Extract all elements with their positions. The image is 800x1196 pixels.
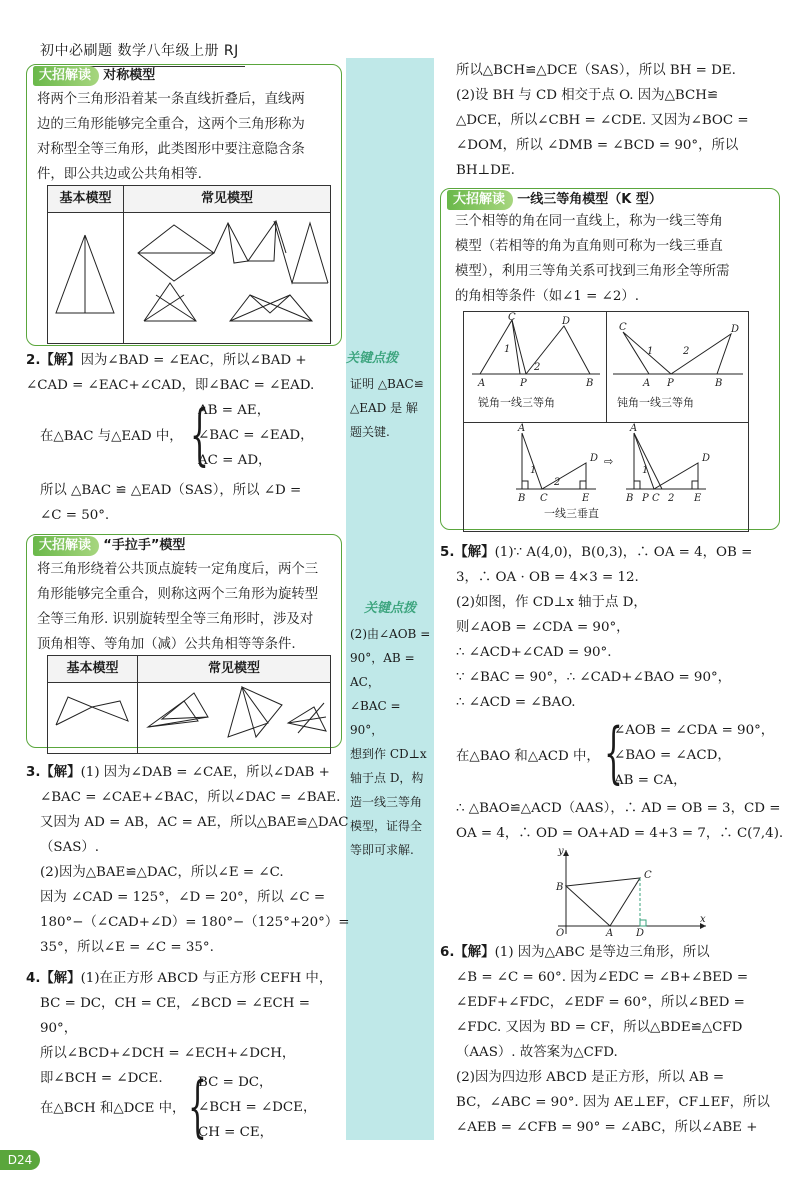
q2-in-line: 在△BAC 与△EAD 中， — [40, 429, 183, 444]
page-header — [40, 38, 239, 64]
svg-text:钝角一线三等角: 钝角一线三等角 — [617, 396, 694, 409]
svg-text:⇨: ⇨ — [604, 455, 614, 468]
svg-text:D: D — [590, 453, 599, 464]
hand-in-hand-model-box — [26, 534, 342, 748]
svg-text:O: O — [556, 928, 565, 938]
svg-text:2: 2 — [534, 362, 541, 373]
svg-text:C: C — [652, 493, 660, 504]
key-note-1: 关键点拨 证明 △BAC≌ △EAD 是 解 题关键. — [346, 346, 436, 444]
q2-brace: { — [190, 396, 209, 473]
box-text: 三个相等的角在同一直线上，称为一线三等角 模型（若相等的角为直角则可称为一线三垂直 模型），利用三等角关系可找到三角形全等所需 的角相等条件（如∠1 = ∠2）. — [455, 214, 730, 304]
box-text: 将三角形绕着公共顶点旋转一定角度后，两个三 角形能够完全重合，则称这两个三角形为旋转型 全等三角形. 识别旋转型全等三角形时，涉及对 顶角相等、等角加（减）公共角相等等条件. — [37, 562, 319, 652]
one-line-three-angles-box — [440, 188, 780, 530]
svg-text:x: x — [700, 914, 706, 925]
question-3: 3.【解】(1) 因为∠DAB = ∠CAE，所以∠DAB + ∠BAC = ∠CAE+∠BAC，所以∠DAC = ∠BAE. 又因为 AD = AB，AC = AE，所以△BAE≌△DAC （SAS）. (2)因为△BAE≌△DAC，所以∠E = ∠C. 因为 ∠CAD = 125°，∠D = 20°，所以 ∠C = 180°−（∠CAD+∠D）= 180°−（125°+20°）= 35°，所以∠E = ∠C = 35°. — [26, 765, 350, 955]
svg-text:B: B — [518, 493, 526, 504]
model-table: 基本模型 常见模型 — [47, 655, 331, 754]
svg-text:锐角一线三等角: 锐角一线三等角 — [478, 396, 555, 409]
svg-text:B: B — [556, 882, 564, 893]
svg-text:C: C — [508, 312, 516, 323]
svg-text:y: y — [558, 846, 564, 857]
svg-text:1: 1 — [647, 346, 654, 357]
tip-tag: 大招解读 — [33, 536, 99, 556]
svg-text:D: D — [562, 316, 571, 327]
obtuse-k-figure — [607, 312, 747, 412]
box-text: 将两个三角形沿着某一条直线折叠后，直线两 边的三角形能够完全重合，这两个三角形称为 对称型全等三角形，此类图形中要注意隐含条 件，即公共边或公共角相等. — [37, 92, 305, 182]
svg-text:1: 1 — [530, 465, 537, 476]
box-title: “手拉手”模型 — [103, 538, 186, 553]
svg-text:A: A — [518, 423, 526, 434]
q4-brace: { — [188, 1068, 207, 1145]
key-note-2: 关键点拨 (2)由∠AOB = 90°，AB = AC， ∠BAC = 90°， 想到作 CD⊥x 轴于点 D，构 造一线三等角 模型，证得全 等即可求解. — [346, 596, 436, 862]
svg-text:一线三垂直: 一线三垂直 — [544, 507, 599, 520]
symmetry-model-box — [26, 64, 342, 346]
page-number: D24 — [0, 1150, 40, 1170]
question-4: 4.【解】(1)在正方形 ABCD 与正方形 CEFH 中， BC = DC，CH = CE，∠BCD = ∠ECH = 90°， 所以∠BCD+∠DCH = ∠ECH+∠DCH， 即∠BCH = ∠DCE. — [26, 971, 333, 1086]
tip-tag: 大招解读 — [33, 66, 99, 86]
q2-conditions: AB = AE， ∠BAC = ∠EAD， AC = AD， — [198, 403, 314, 468]
question-5: 5.【解】(1)∵ A(4,0)，B(0,3)，∴ OA = 4，OB = 3，∴ OA · OB = 4×3 = 12. (2)如图，作 CD⊥x 轴于点 D， 则∠AOB = ∠CDA = 90°， ∴ ∠ACD+∠CAD = 90°. ∵ ∠BAC = 90°，∴ ∠CAD+∠BAO = 90°， ∴ ∠ACD = ∠BAO. — [440, 545, 753, 710]
q5-conditions: ∠AOB = ∠CDA = 90°， ∠BAO = ∠ACD， AB = CA， — [614, 723, 775, 788]
q4-in-line: 在△BCH 和△DCE 中， — [40, 1101, 186, 1116]
svg-text:C: C — [619, 322, 627, 333]
q4-continued: 所以△BCH≌△DCE（SAS），所以 BH = DE. (2)设 BH 与 CD 相交于点 O. 因为△BCH≌ △DCE，所以∠CBH = ∠CDE. 又因为∠BOC = ∠DOM，所以 ∠DMB = ∠BCD = 90°，所以 BH⊥DE. — [456, 63, 749, 178]
q2-conclusion: 所以 △BAC ≌ △EAD（SAS），所以 ∠D = ∠C = 50°. — [40, 483, 302, 523]
svg-text:A: A — [606, 928, 614, 938]
svg-text:P: P — [667, 378, 674, 389]
svg-text:B: B — [626, 493, 634, 504]
svg-text:D: D — [731, 324, 740, 335]
svg-text:1: 1 — [642, 465, 649, 476]
svg-text:D: D — [636, 928, 645, 938]
svg-text:A: A — [478, 378, 486, 389]
svg-text:2: 2 — [668, 493, 675, 504]
k-model-table — [463, 311, 749, 532]
q5-brace: { — [604, 714, 623, 791]
perpendicular-k-figure — [486, 423, 726, 521]
question-2: 2.【解】因为∠BAD = ∠EAC，所以∠BAD + ∠CAD = ∠EAC+∠CAD，即∠BAC = ∠EAD. — [26, 353, 315, 393]
svg-text:C: C — [540, 493, 548, 504]
box-title: 一线三等角模型（K 型） — [517, 192, 662, 207]
common-symmetry-figures — [124, 213, 330, 333]
svg-text:1: 1 — [504, 344, 511, 355]
svg-text:P: P — [520, 378, 527, 389]
svg-text:B: B — [715, 378, 723, 389]
svg-text:2: 2 — [554, 477, 561, 488]
q5-in-line: 在△BAO 和△ACD 中， — [456, 749, 600, 764]
q5-conclusion: ∴ △BAO≌△ACD（AAS），∴ AD = OB = 3，CD = OA = 4，∴ OD = OA+AD = 4+3 = 7，∴ C(7,4). — [456, 801, 784, 841]
svg-text:A: A — [630, 423, 638, 434]
svg-text:E: E — [694, 493, 702, 504]
svg-text:2: 2 — [683, 346, 690, 357]
acute-k-figure — [464, 312, 604, 412]
svg-text:P: P — [642, 493, 649, 504]
svg-text:C: C — [644, 870, 652, 881]
q4-conditions: BC = DC， ∠BCH = ∠DCE， CH = CE， — [198, 1075, 317, 1140]
model-table: 基本模型 常见模型 — [47, 185, 331, 344]
basic-rotation-figure — [48, 683, 136, 743]
svg-text:D: D — [702, 453, 711, 464]
svg-text:B: B — [586, 378, 594, 389]
tip-tag: 大招解读 — [447, 190, 513, 210]
q5-coordinate-figure — [540, 846, 710, 938]
header-title: 初中必刷题 数学八年级上册 RJ — [40, 43, 239, 59]
question-6: 6.【解】(1) 因为△ABC 是等边三角形，所以 ∠B = ∠C = 60°. 因为∠EDC = ∠B+∠BED = ∠EDF+∠FDC，∠EDF = 60°，所以∠BED = ∠FDC. 又因为 BD = CF，所以△BDE≌△CFD （AAS）. 故答案为△CFD. (2)因为四边形 ABCD 是正方形，所以 AB = BC，∠ABC = 90°. 因为 AE⊥EF，CF⊥EF，所以 ∠AEB = ∠CFB = 90° = ∠ABC，所以∠ABE + — [440, 945, 770, 1135]
note-title: 关键点拨 — [364, 601, 417, 616]
common-rotation-figures — [138, 683, 330, 743]
svg-text:A: A — [643, 378, 651, 389]
box-title: 对称模型 — [103, 68, 156, 83]
basic-symmetry-figure — [48, 213, 122, 333]
svg-text:E: E — [582, 493, 590, 504]
note-title: 关键点拨 — [346, 351, 399, 366]
